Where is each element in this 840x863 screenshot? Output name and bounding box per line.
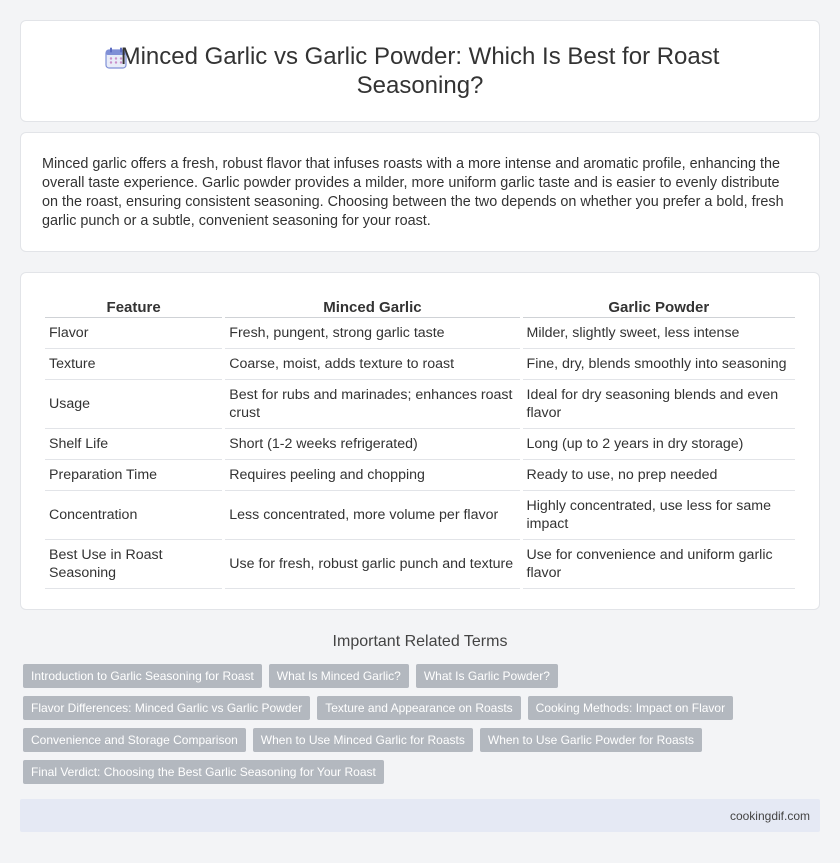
table-row [45,349,795,380]
minced-cell: Short (1-2 weeks refrigerated) [225,429,519,460]
header-minced-garlic: Minced Garlic [225,294,519,318]
minced-cell: Requires peeling and chopping [225,460,519,491]
related-term-tag[interactable]: When to Use Minced Garlic for Roasts [253,728,473,752]
minced-cell: Coarse, moist, adds texture to roast [225,349,519,380]
related-term-tag[interactable]: What Is Garlic Powder? [416,664,558,688]
feature-cell: Usage [45,380,222,429]
header-garlic-powder: Garlic Powder [523,294,795,318]
header-feature: Feature [45,294,222,318]
footer [20,799,820,832]
intro-card [20,132,820,252]
table-row [45,540,795,589]
feature-cell: Concentration [45,491,222,540]
minced-cell: Fresh, pungent, strong garlic taste [225,318,519,349]
intro-text: Minced garlic offers a fresh, robust flavor that infuses roasts with a more intense and aromatic profile, enhancing the overall taste experience. Garlic powder provides a milder, more uniform garlic taste and is easier to evenly distribute on the roast, ensuring consistent seasoning. Choosing between the two depends on whether you prefer a bold, fresh garlic punch or a subtle, convenient seasoning for your roast. [42,156,784,229]
related-term-tag[interactable]: Convenience and Storage Comparison [23,728,246,752]
header-card [20,20,820,122]
page-title: Minced Garlic vs Garlic Powder: Which Is Best for Roast Seasoning? [120,43,720,99]
feature-cell: Flavor [45,318,222,349]
feature-cell: Preparation Time [45,460,222,491]
table-row [45,491,795,540]
minced-cell: Best for rubs and marinades; enhances roast crust [225,380,519,429]
table-row [45,429,795,460]
powder-cell: Use for convenience and uniform garlic flavor [523,540,795,589]
site-name[interactable]: cookingdif.com [729,809,810,823]
related-term-tag[interactable]: Texture and Appearance on Roasts [317,696,520,720]
powder-cell: Long (up to 2 years in dry storage) [523,429,795,460]
feature-cell: Shelf Life [45,429,222,460]
related-terms-list [23,664,783,792]
table-header-row [45,294,795,318]
related-term-tag[interactable]: Flavor Differences: Minced Garlic vs Garlic Powder [23,696,310,720]
related-term-tag[interactable]: Introduction to Garlic Seasoning for Roast [23,664,262,688]
powder-cell: Milder, slightly sweet, less intense [523,318,795,349]
powder-cell: Ready to use, no prep needed [523,460,795,491]
minced-cell: Use for fresh, robust garlic punch and texture [225,540,519,589]
table-row [45,318,795,349]
related-term-tag[interactable]: When to Use Garlic Powder for Roasts [480,728,702,752]
comparison-card [20,272,820,610]
table-row [45,460,795,491]
powder-cell: Fine, dry, blends smoothly into seasoning [523,349,795,380]
powder-cell: Ideal for dry seasoning blends and even flavor [523,380,795,429]
minced-cell: Less concentrated, more volume per flavor [225,491,519,540]
related-term-tag[interactable]: What Is Minced Garlic? [269,664,409,688]
feature-cell: Texture [45,349,222,380]
table-row [45,380,795,429]
related-term-tag[interactable]: Final Verdict: Choosing the Best Garlic Seasoning for Your Roast [23,760,384,784]
related-terms-title: Important Related Terms [332,633,508,650]
powder-cell: Highly concentrated, use less for same impact [523,491,795,540]
related-term-tag[interactable]: Cooking Methods: Impact on Flavor [528,696,733,720]
comparison-table [42,294,798,589]
feature-cell: Best Use in Roast Seasoning [45,540,222,589]
